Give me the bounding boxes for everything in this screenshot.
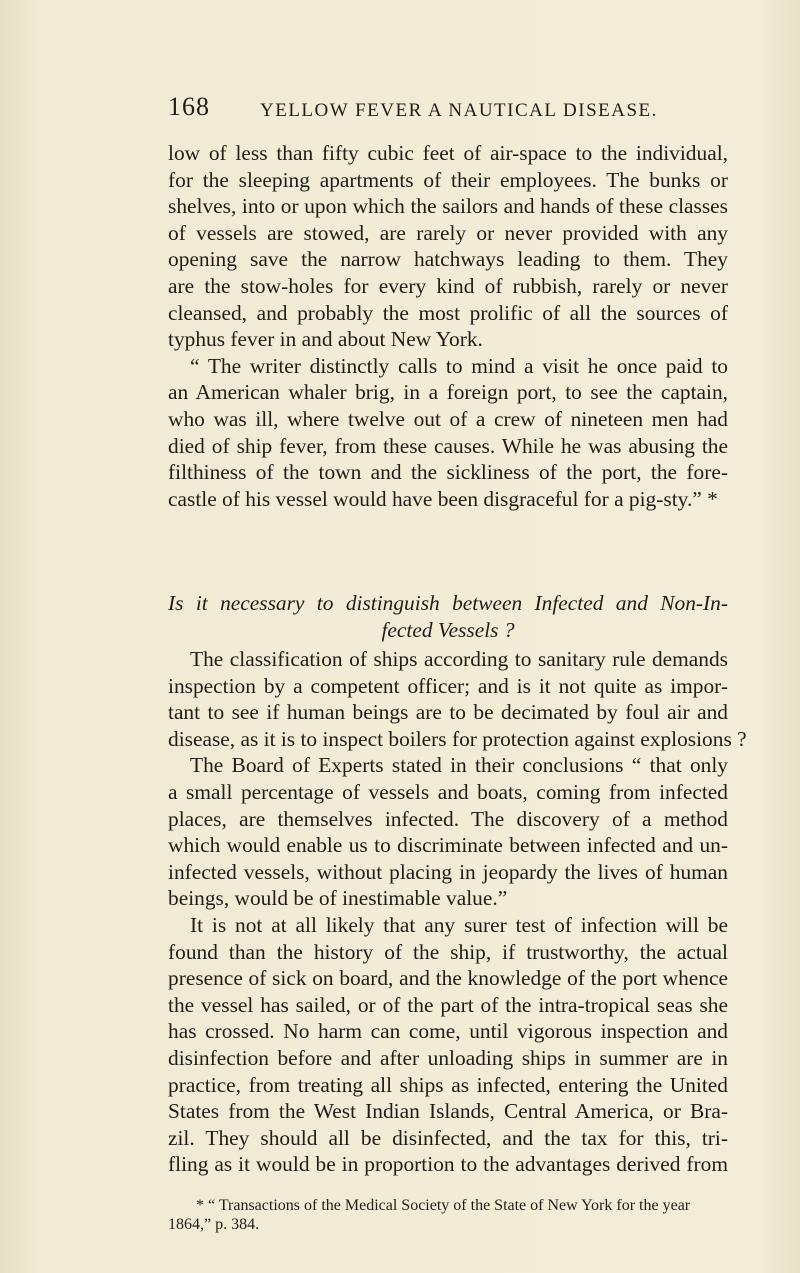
text-line: places, are themselves infected. The discovery of a method [168,806,728,831]
heading-line: fected Vessels ? [381,618,515,642]
text-line: disinfection before and after unloading ships in summer are in [168,1045,728,1070]
text-line: beings, would be of inestimable value.” [168,886,508,911]
text-line: has crossed. No harm can come, until vigorous inspection and [168,1019,728,1044]
text-line: fling as it would be in proportion to the advantages derived from [168,1152,728,1177]
text-line: shelves, into or upon which the sailors and hands of these classes [168,194,728,219]
text-line: for the sleeping apartments of their employees. The bunks or [168,167,728,192]
text-line: the vessel has sailed, or of the part of the intra-tropical seas she [168,992,728,1017]
text-line: who was ill, where twelve out of a crew of nineteen men had [168,406,728,431]
text-line: practice, from treating all ships as infected, entering the United [168,1072,728,1097]
text-line: a small percentage of vessels and boats, coming from infected [168,779,728,804]
text-line: of vessels are stowed, are rarely or never provided with any [168,220,728,245]
text-line: are the stow-holes for every kind of rubbish, rarely or never [168,273,728,298]
text-line: filthiness of the town and the sickliness of the port, the fore- [168,460,728,485]
footnote-line: * “ Transactions of the Medical Society of the State of New York for the year [196,1197,691,1214]
footnote [168,1196,728,1234]
text-line: opening save the narrow hatchways leading to them. They [168,247,728,272]
text-line: presence of sick on board, and the knowledge of the port whence [168,966,728,991]
text-line: low of less than fifty cubic feet of air-space to the individual, [168,141,728,165]
page-header [168,92,728,132]
text-line: which would enable us to discriminate between infected and un- [168,833,728,858]
text-line: typhus fever in and about New York. [168,327,483,352]
footnote-line: 1864,” p. 384. [168,1216,260,1233]
text-line: tant to see if human beings are to be decimated by foul air and [168,700,728,725]
text-line: “ The writer distinctly calls to mind a visit he once paid to [190,353,728,378]
text-line: died of ship fever, from these causes. While he was abusing the [168,433,728,458]
text-line: The Board of Experts stated in their conclusions “ that only [190,753,728,778]
text-line: It is not at all likely that any surer test of infection will be [190,912,728,937]
text-line: disease, as it is to inspect boilers for protection against explosions ? [168,726,747,751]
text-line: zil. They should all be disinfected, and the tax for this, tri- [168,1125,728,1150]
page-number: 168 [168,92,210,121]
text-line: The classification of ships according to sanitary rule demands [190,647,728,671]
text-line: inspection by a competent officer; and is it not quite as impor- [168,673,728,698]
text-line: castle of his vessel would have been disgraceful for a pig-sty.” * [168,486,718,511]
body-text-bottom [168,646,747,1178]
text-line: States from the West Indian Islands, Central America, or Bra- [168,1099,728,1124]
section-heading [168,590,728,644]
text-line: an American whaler brig, in a foreign port, to see the captain, [168,380,728,405]
heading-line: Is it necessary to distinguish between Infected and Non-In- [168,591,728,615]
text-line: found than the history of the ship, if trustworthy, the actual [168,939,728,964]
body-text-top [168,140,728,512]
running-head: YELLOW FEVER A NAUTICAL DISEASE. [260,100,658,121]
text-line: cleansed, and probably the most prolific of all the sources of [168,300,728,325]
text-line: infected vessels, without placing in jeopardy the lives of human [168,859,728,884]
